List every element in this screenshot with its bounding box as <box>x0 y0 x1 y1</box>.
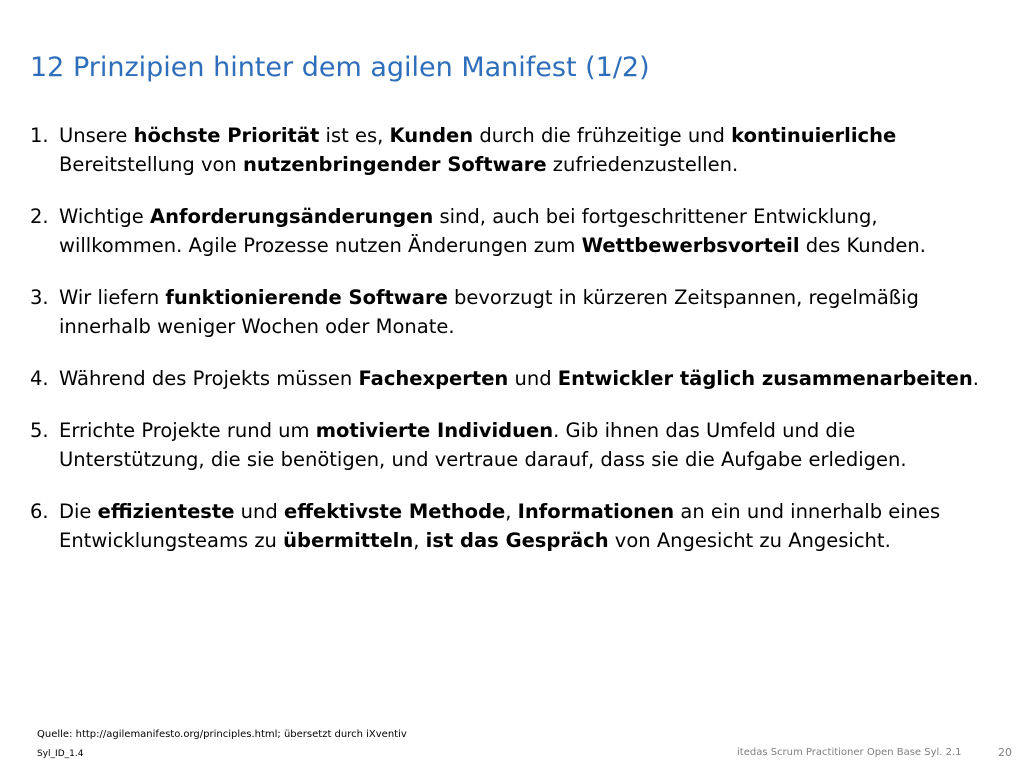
slide-id: Syl_ID_1.4 <box>37 749 84 759</box>
emphasis-text: effektivste Methode <box>283 500 506 523</box>
emphasis-text: effizienteste <box>97 500 235 523</box>
emphasis-text: Entwickler täglich zusammenarbeiten <box>557 367 973 390</box>
text-segment: und <box>234 500 284 523</box>
principle-text <box>59 205 926 257</box>
principle-item <box>30 416 1000 474</box>
text-segment: bevorzugt in kürzeren Zeitspannen, regelmäßig innerhalb weniger Wochen oder Monate. <box>59 286 919 338</box>
text-segment: , <box>413 529 426 552</box>
principle-number: 5. <box>30 419 49 442</box>
principle-text <box>59 367 979 390</box>
emphasis-text: nutzenbringender Software <box>242 153 547 176</box>
text-segment: von Angesicht zu Angesicht. <box>608 529 891 552</box>
principle-text <box>59 124 896 176</box>
source-citation: Quelle: http://agilemanifesto.org/principles.html; übersetzt durch iXventiv <box>37 729 407 740</box>
text-segment: Unsere <box>59 124 134 147</box>
text-segment: Wichtige <box>59 205 150 228</box>
principle-item <box>30 121 1000 179</box>
principle-text <box>59 500 940 552</box>
principle-item <box>30 202 1000 260</box>
text-segment: Die <box>59 500 98 523</box>
text-segment: . Gib ihnen das Umfeld und die Unterstützung, die sie benötigen, und vertraue darauf, dass sie die Aufgabe erledigen. <box>59 419 907 471</box>
footer-text: itedas Scrum Practitioner Open Base Syl. 2.1 <box>737 747 962 758</box>
text-segment: an ein und innerhalb eines Entwicklungsteams zu <box>59 500 941 552</box>
text-segment: zufriedenzustellen. <box>546 153 739 176</box>
emphasis-text: funktionierende Software <box>165 286 448 309</box>
emphasis-text: Kunden <box>389 124 474 147</box>
text-segment: Wir liefern <box>59 286 166 309</box>
text-segment: Während des Projekts müssen <box>59 367 359 390</box>
text-segment: sind, auch bei fortgeschrittener Entwicklung, willkommen. Agile Prozesse nutzen Änderungen zum <box>59 205 878 257</box>
emphasis-text: übermitteln <box>283 529 414 552</box>
text-segment: ist es, <box>319 124 390 147</box>
principle-number: 4. <box>30 367 49 390</box>
emphasis-text: Anforderungsänderungen <box>150 205 434 228</box>
emphasis-text: Fachexperten <box>358 367 509 390</box>
emphasis-text: motivierte Individuen <box>315 419 554 442</box>
principle-number: 6. <box>30 500 49 523</box>
principles-list <box>30 121 1000 578</box>
text-segment: Bereitstellung von <box>59 153 243 176</box>
emphasis-text: kontinuierliche <box>731 124 897 147</box>
emphasis-text: Informationen <box>517 500 675 523</box>
text-segment: Errichte Projekte rund um <box>59 419 316 442</box>
text-segment: , <box>505 500 518 523</box>
principle-number: 3. <box>30 286 49 309</box>
slide-title: 12 Prinzipien hinter dem agilen Manifest (1/2) <box>30 52 650 83</box>
principle-text <box>59 419 907 471</box>
page-number: 20 <box>998 746 1012 759</box>
text-segment: durch die frühzeitige und <box>473 124 732 147</box>
emphasis-text: ist das Gespräch <box>425 529 609 552</box>
text-segment: und <box>508 367 558 390</box>
principle-number: 2. <box>30 205 49 228</box>
principle-item <box>30 283 1000 341</box>
principle-number: 1. <box>30 124 49 147</box>
principle-item <box>30 364 1000 393</box>
emphasis-text: höchste Priorität <box>133 124 320 147</box>
principle-text <box>59 286 919 338</box>
principle-item <box>30 497 1000 555</box>
emphasis-text: Wettbewerbsvorteil <box>581 234 800 257</box>
text-segment: . <box>972 367 979 390</box>
text-segment: des Kunden. <box>799 234 926 257</box>
